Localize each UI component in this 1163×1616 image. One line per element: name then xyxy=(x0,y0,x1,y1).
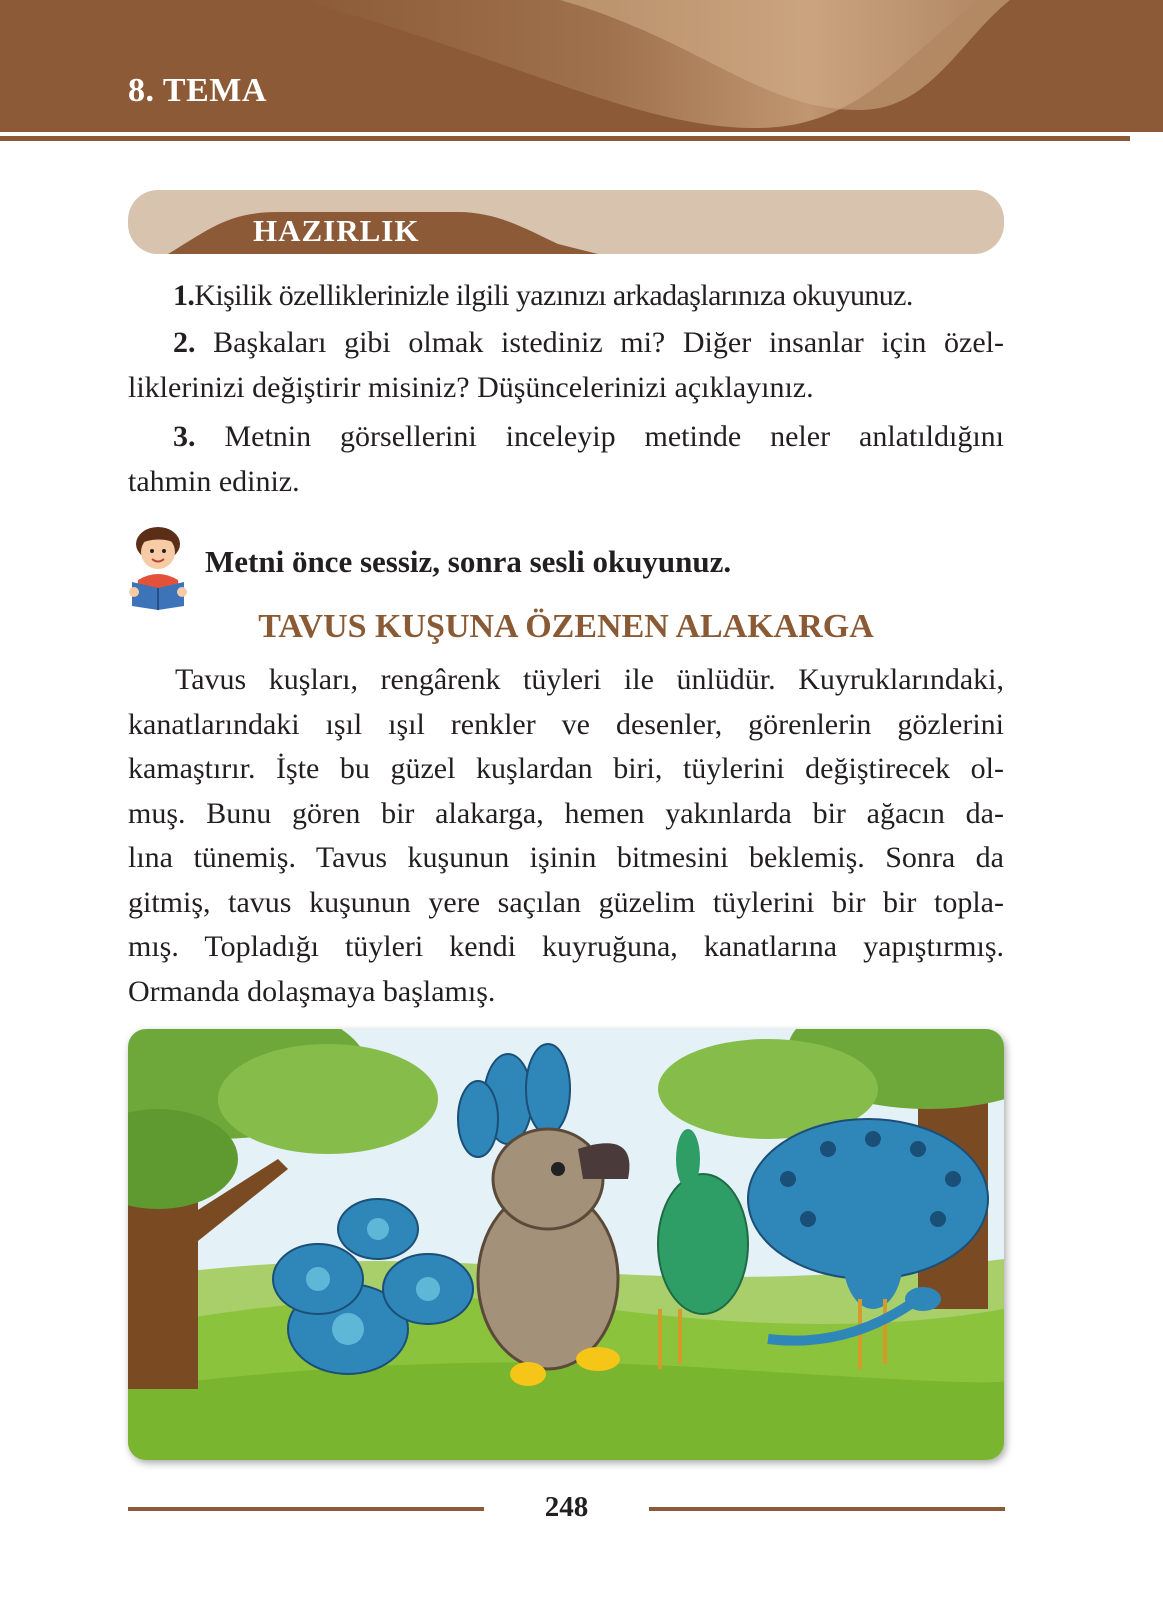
question-1 xyxy=(128,273,1004,318)
theme-label: 8. TEMA xyxy=(128,72,267,109)
header-band xyxy=(0,0,1163,150)
reading-instruction: Metni önce sessiz, sonra sesli okuyunuz. xyxy=(205,544,732,579)
story-line: mış. Topladığı tüyleri kendi kuyruğuna, kanatlarına yapıştırmış. xyxy=(128,930,1004,963)
story-line: gitmiş, tavus kuşunun yere saçılan güzelim tüylerini bir bir topla- xyxy=(128,885,1004,919)
question-text: Kişilik özelliklerinizle ilgili yazınızı arkadaşlarınıza okuyunuz. xyxy=(194,279,913,312)
question-text-line: Başkaları gibi olmak istediniz mi? Diğer insanlar için özel- xyxy=(213,326,1005,359)
peacock-crow-scene xyxy=(128,1029,1004,1460)
story-line: Tavus kuşları, rengârenk tüyleri ile ünlüdür. Kuyruklarındaki, xyxy=(175,663,1004,696)
question-text-line: tahmin ediniz. xyxy=(128,465,300,498)
story-line: Ormanda dolaşmaya başlamış. xyxy=(128,974,496,1008)
story-line: kanatlarındaki ışıl ışıl renkler ve desenler, görenlerin gözlerini xyxy=(128,707,1004,741)
page-number: 248 xyxy=(544,1491,589,1523)
story-line: muş. Bunu gören bir alakarga, hemen yakınlarda bir ağacın da- xyxy=(128,796,1004,830)
question-text-line: Metnin görsellerini inceleyip metinde neler anlatıldığını xyxy=(224,420,1004,453)
story-title: TAVUS KUŞUNA ÖZENEN ALAKARGA xyxy=(258,608,874,645)
reading-child-icon xyxy=(128,522,188,610)
question-number: 1. xyxy=(173,279,195,312)
question-3 xyxy=(128,414,1004,504)
question-number: 3. xyxy=(173,420,196,453)
story-line: kamaştırır. İşte bu güzel kuşlardan biri, tüylerini değiştirecek ol- xyxy=(128,752,1004,785)
story-line: lına tünemiş. Tavus kuşunun işinin bitmesini beklemiş. Sonra da xyxy=(128,841,1004,874)
question-2 xyxy=(128,320,1004,410)
story-illustration xyxy=(128,1029,1004,1460)
question-number: 2. xyxy=(173,326,196,359)
question-text-line: liklerinizi değiştirir misiniz? Düşüncelerinizi açıklayınız. xyxy=(128,371,814,404)
section-title: HAZIRLIK xyxy=(253,213,420,248)
footer-rule-left xyxy=(128,1507,484,1511)
story-text xyxy=(128,658,1004,1014)
footer-rule-right xyxy=(649,1507,1005,1511)
